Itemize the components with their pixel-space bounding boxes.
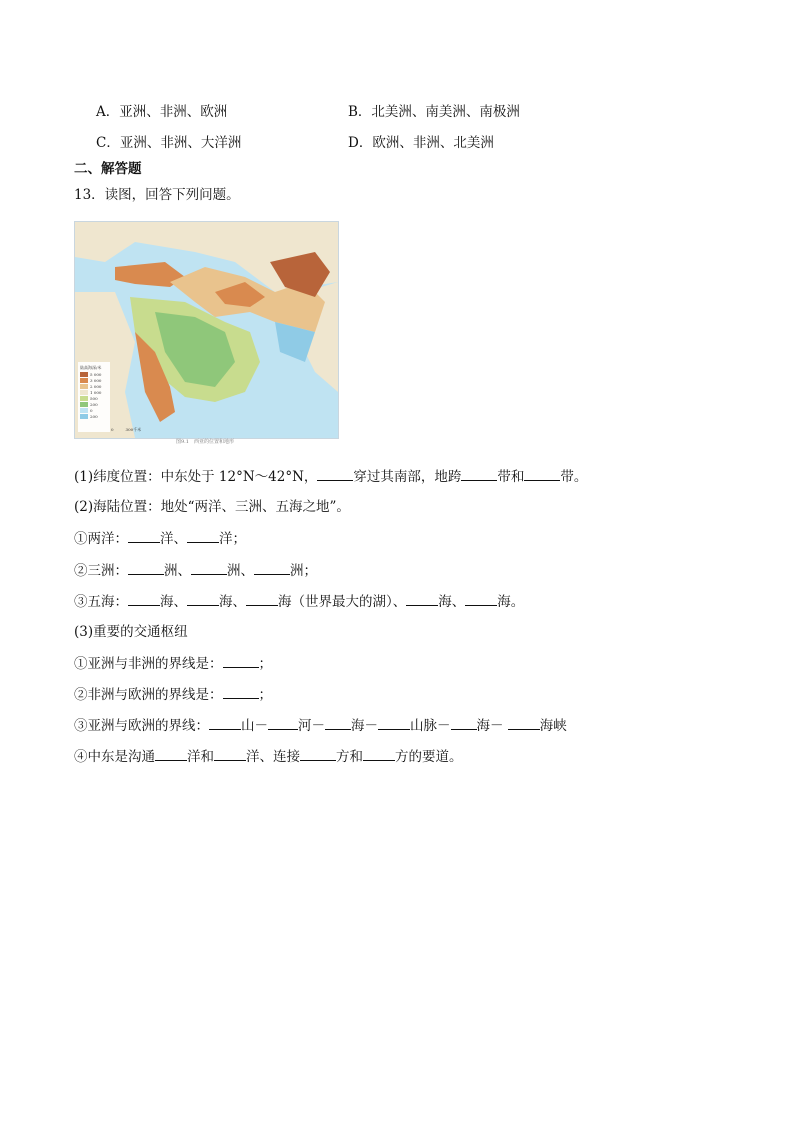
q2-text: 海、 (438, 594, 466, 610)
q3-label: ③亚洲与欧洲的界线： (74, 718, 209, 734)
answer-blank[interactable] (508, 716, 540, 730)
q1-line (74, 467, 587, 486)
q1-text-3: 带。 (560, 469, 588, 485)
option-b: B．北美洲、南美洲、南极洲 (348, 104, 520, 120)
q3-text: 海峡 (539, 718, 567, 734)
legend-value: 2 000 (90, 384, 102, 389)
q3-text: ； (258, 687, 272, 703)
q2-text: 海、 (219, 594, 246, 610)
answer-blank[interactable] (191, 561, 227, 575)
q3-text: 山脉－ (410, 718, 451, 734)
q3-item-4 (74, 747, 463, 766)
q2-text: 洋、 (160, 531, 187, 547)
q3-text: 海－ (351, 718, 378, 734)
q3-text: ； (258, 656, 272, 672)
option-a: A．亚洲、非洲、欧洲 (96, 104, 228, 120)
answer-blank[interactable] (155, 747, 187, 761)
answer-blank[interactable] (209, 716, 241, 730)
legend-title: 陆高海深/米 (80, 365, 102, 370)
answer-blank[interactable] (465, 592, 497, 606)
q3-text: 洋、连接 (246, 749, 300, 765)
q3-label: ①亚洲与非洲的界线是： (74, 656, 223, 672)
answer-blank[interactable] (187, 529, 219, 543)
answer-blank[interactable] (223, 685, 259, 699)
q3-item-2 (74, 685, 272, 704)
q1-text-1: 穿过其南部，地跨 (353, 469, 462, 485)
q3-text: 河－ (298, 718, 325, 734)
answer-blank[interactable] (187, 592, 219, 606)
q3-text: 海－ (476, 718, 504, 734)
q2-text: 洋； (219, 531, 246, 547)
answer-blank[interactable] (461, 467, 497, 481)
q2-item-3 (74, 592, 524, 611)
q3-label: ②非洲与欧洲的界线是： (74, 687, 223, 703)
answer-blank[interactable] (214, 747, 246, 761)
q2-item-1 (74, 529, 246, 548)
legend-value: 200 (90, 402, 98, 407)
q2-item-2 (74, 561, 317, 580)
legend-value: 5 000 (90, 372, 102, 377)
q2-label: ②三洲： (74, 563, 128, 579)
answer-blank[interactable] (451, 716, 477, 730)
q2-text: 洲、 (227, 563, 254, 579)
answer-blank[interactable] (363, 747, 395, 761)
section-title: 二、解答题 (74, 161, 142, 177)
q3-item-1 (74, 654, 272, 673)
q3-text: 方的要道。 (395, 749, 463, 765)
answer-blank[interactable] (300, 747, 336, 761)
answer-blank[interactable] (254, 561, 290, 575)
legend-value: 200 (90, 414, 98, 419)
answer-blank[interactable] (128, 592, 160, 606)
q3-label: ④中东是沟通 (74, 749, 155, 765)
q2-head: (2)海陆位置：地处“两洋、三洲、五海之地”。 (74, 499, 350, 515)
answer-blank[interactable] (317, 467, 353, 481)
answer-blank[interactable] (406, 592, 438, 606)
scale-label: 0 300千米 (111, 427, 142, 432)
answer-blank[interactable] (128, 561, 164, 575)
q3-item-3 (74, 716, 567, 735)
answer-blank[interactable] (268, 716, 298, 730)
answer-blank[interactable] (246, 592, 278, 606)
option-c: C．亚洲、非洲、大洋洲 (96, 135, 242, 151)
option-d: D．欧洲、非洲、北美洲 (348, 135, 494, 151)
question-13: 13．读图，回答下列问题。 (74, 187, 240, 203)
q1-text-2: 带和 (497, 469, 525, 485)
q3-text: 方和 (336, 749, 363, 765)
legend-value: 0 (90, 408, 93, 413)
q2-text: 洲； (290, 563, 317, 579)
answer-blank[interactable] (128, 529, 160, 543)
q2-text: 洲、 (164, 563, 191, 579)
legend-value: 3 000 (90, 378, 102, 383)
q3-text: 山－ (241, 718, 268, 734)
answer-blank[interactable] (378, 716, 410, 730)
map-caption: 图9.1 西亚的位置和地形 (176, 439, 234, 445)
q1-prefix: (1)纬度位置：中东处于 12°N～42°N， (74, 469, 318, 485)
legend-value: 500 (90, 396, 98, 401)
q2-text: 海、 (160, 594, 187, 610)
answer-blank[interactable] (325, 716, 351, 730)
q3-text: 洋和 (187, 749, 214, 765)
answer-blank[interactable] (223, 654, 259, 668)
map-graphic (75, 222, 338, 438)
q3-head: (3)重要的交通枢纽 (74, 624, 188, 640)
middle-east-map (74, 221, 339, 439)
q2-label: ①两洋： (74, 531, 128, 547)
q2-text: 海。 (497, 594, 525, 610)
q2-text: 海（世界最大的湖）、 (278, 594, 407, 610)
legend-value: 1 000 (90, 390, 102, 395)
q2-label: ③五海： (74, 594, 128, 610)
answer-blank[interactable] (524, 467, 560, 481)
